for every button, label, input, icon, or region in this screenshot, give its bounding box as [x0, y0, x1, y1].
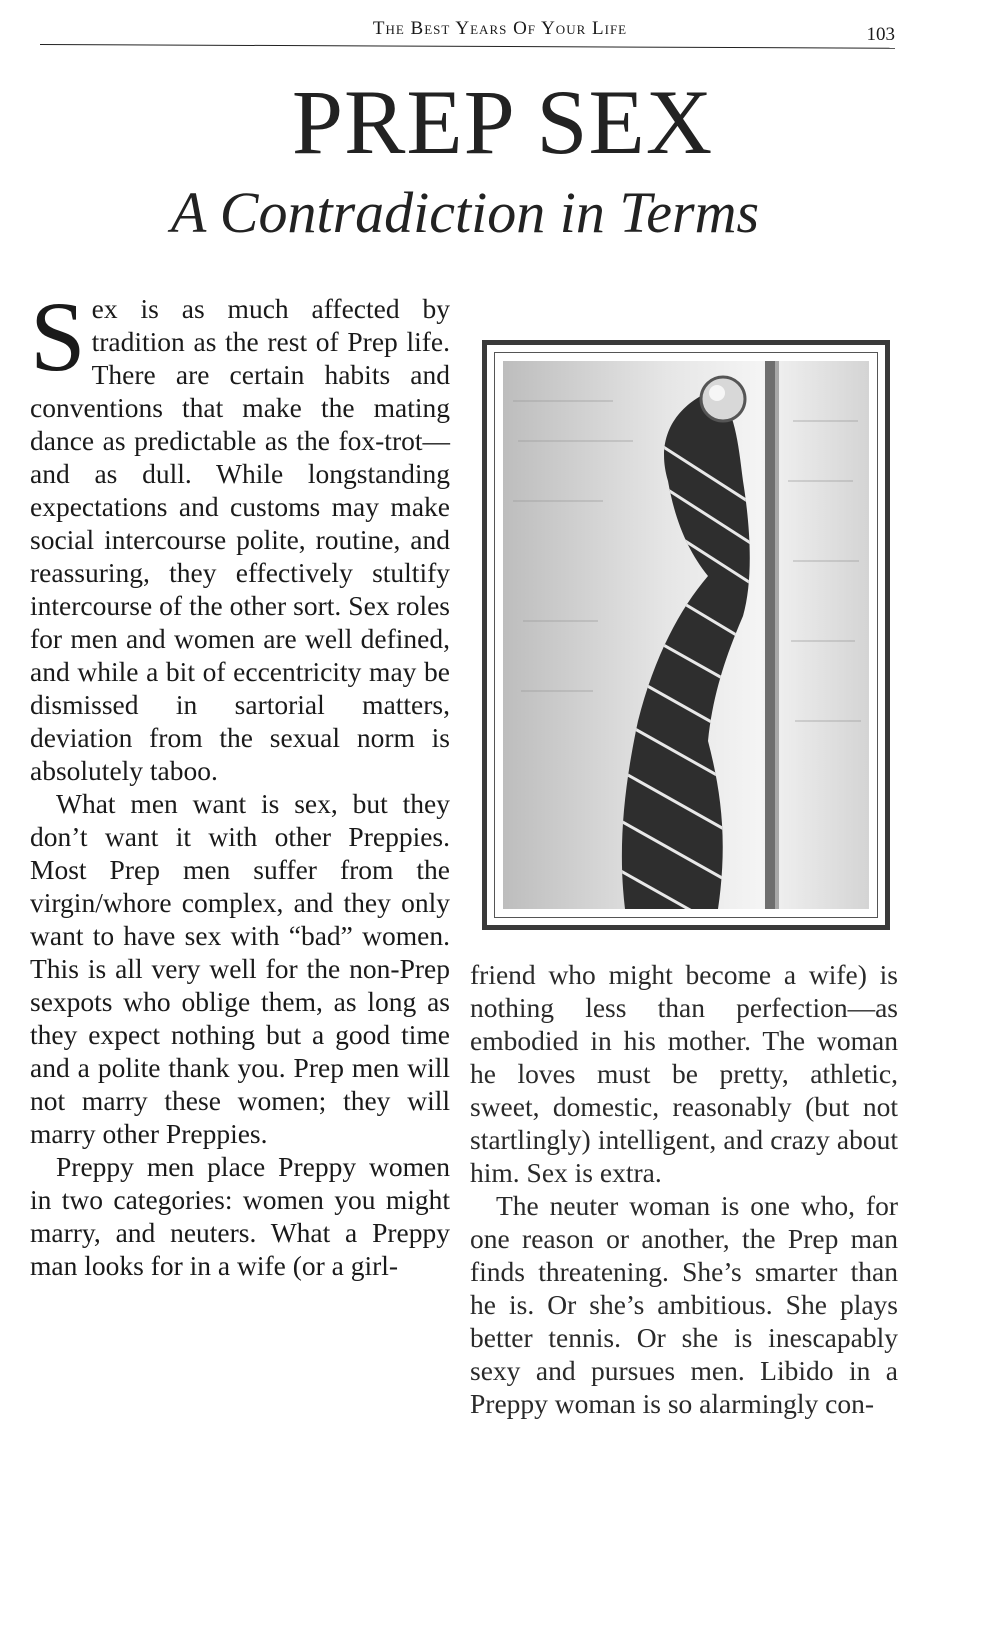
page-number: 103 [866, 24, 895, 45]
drop-cap: S [30, 281, 86, 392]
running-head [40, 14, 895, 44]
paragraph [30, 281, 450, 787]
paragraph: Preppy men place Preppy women in two categories: women you might marry, and neuters. What a Preppy man looks for in a wife (or a girl- [30, 1151, 450, 1281]
right-column [470, 958, 898, 1420]
left-column [30, 281, 450, 1282]
running-title: The Best Years Of Your Life [372, 18, 628, 39]
necktie-photo-icon [503, 361, 869, 909]
paragraph-text: ex is as much affected by tradition as the rest of Prep life. There are certain habits and conventions that make the mating dance as predictable as the fox-trot—and as dull. While longstanding expectations and customs may make social intercourse polite, routine, and reassuring, they effectively stultify intercourse of the other sort. Sex roles for men and women are well defined, and while a bit of eccentricity may be dismissed in sartorial matters, deviation from the sexual norm is absolutely taboo. [30, 293, 450, 786]
photo-frame [482, 340, 890, 930]
article-title: PREP SEX [291, 71, 714, 173]
paragraph: friend who might become a wife) is nothing less than perfection—as embodied in his mother. The woman he loves must be pretty, athletic, sweet, domestic, reasonably (but not startlingly) intelligent, and crazy about him. Sex is extra. [470, 959, 898, 1188]
header-rule [40, 44, 895, 49]
article-subtitle: A Contradiction in Terms [170, 180, 760, 245]
paragraph: What men want is sex, but they don’t want it with other Preppies. Most Prep men suffer from the virgin/whore complex, and they only want to have sex with “bad” women. This is all very well for the non-Prep sexpots who oblige them, as long as they expect nothing but a good time and a polite thank you. Prep men will not marry these women; they will marry other Preppies. [30, 788, 450, 1149]
paragraph: The neuter woman is one who, for one reason or another, the Prep man finds threatening. She’s smarter than he is. Or she’s ambitious. She plays better tennis. Or she is inescapably sexy and pursues men. Libido in a Preppy woman is so alarmingly con- [470, 1190, 898, 1419]
